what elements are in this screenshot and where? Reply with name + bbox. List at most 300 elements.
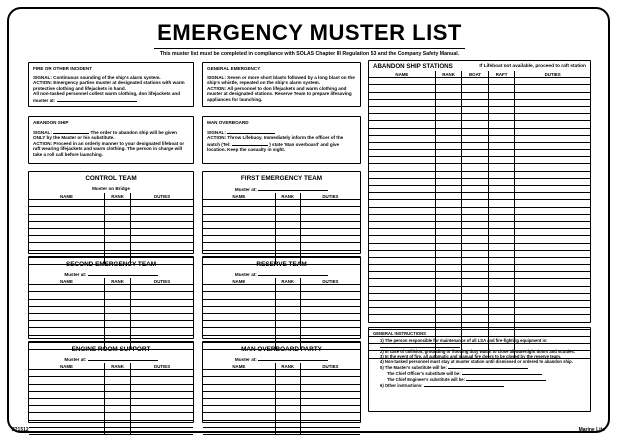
rank-cell[interactable] <box>275 292 300 299</box>
name-cell[interactable] <box>369 214 435 221</box>
rank-cell[interactable] <box>104 321 130 328</box>
name-cell[interactable] <box>29 370 104 377</box>
raft-cell[interactable] <box>488 207 515 214</box>
duties-cell[interactable] <box>515 214 590 221</box>
duties-cell[interactable] <box>515 78 590 85</box>
name-cell[interactable] <box>203 398 275 405</box>
name-cell[interactable] <box>369 250 435 257</box>
duties-cell[interactable] <box>515 243 590 250</box>
rank-cell[interactable] <box>275 391 300 398</box>
rank-cell[interactable] <box>104 328 130 335</box>
name-cell[interactable] <box>203 413 275 420</box>
rank-cell[interactable] <box>435 301 462 308</box>
rank-cell[interactable] <box>104 221 130 228</box>
raft-cell[interactable] <box>488 157 515 164</box>
rank-cell[interactable] <box>275 285 300 292</box>
boat-cell[interactable] <box>462 92 489 99</box>
duties-cell[interactable] <box>300 228 360 235</box>
duties-cell[interactable] <box>300 398 360 405</box>
boat-cell[interactable] <box>462 106 489 113</box>
rank-cell[interactable] <box>435 279 462 286</box>
boat-cell[interactable] <box>462 221 489 228</box>
duties-cell[interactable] <box>300 427 360 434</box>
duties-cell[interactable] <box>300 377 360 384</box>
rank-cell[interactable] <box>104 384 130 391</box>
boat-cell[interactable] <box>462 250 489 257</box>
name-cell[interactable] <box>369 308 435 315</box>
rank-cell[interactable] <box>104 214 130 221</box>
boat-cell[interactable] <box>462 99 489 106</box>
boat-cell[interactable] <box>462 257 489 264</box>
raft-cell[interactable] <box>488 315 515 322</box>
rank-cell[interactable] <box>104 236 130 243</box>
rank-cell[interactable] <box>435 171 462 178</box>
name-cell[interactable] <box>203 200 275 207</box>
chief-engineer-substitute-blank[interactable] <box>466 376 546 381</box>
name-cell[interactable] <box>369 272 435 279</box>
name-cell[interactable] <box>29 200 104 207</box>
duties-cell[interactable] <box>515 236 590 243</box>
raft-cell[interactable] <box>488 214 515 221</box>
name-cell[interactable] <box>203 406 275 413</box>
rank-cell[interactable] <box>435 229 462 236</box>
raft-cell[interactable] <box>488 178 515 185</box>
duties-cell[interactable] <box>515 315 590 322</box>
name-cell[interactable] <box>369 171 435 178</box>
duties-cell[interactable] <box>515 142 590 149</box>
name-cell[interactable] <box>369 99 435 106</box>
rank-cell[interactable] <box>104 313 130 320</box>
rank-cell[interactable] <box>435 99 462 106</box>
duties-cell[interactable] <box>515 135 590 142</box>
name-cell[interactable] <box>29 321 104 328</box>
rank-cell[interactable] <box>275 306 300 313</box>
rank-cell[interactable] <box>435 308 462 315</box>
name-cell[interactable] <box>29 228 104 235</box>
other-instructions-blank[interactable] <box>424 382 504 387</box>
duties-cell[interactable] <box>131 214 193 221</box>
raft-cell[interactable] <box>488 99 515 106</box>
name-cell[interactable] <box>369 243 435 250</box>
boat-cell[interactable] <box>462 128 489 135</box>
duties-cell[interactable] <box>131 285 193 292</box>
boat-cell[interactable] <box>462 243 489 250</box>
duties-cell[interactable] <box>131 321 193 328</box>
boat-cell[interactable] <box>462 78 489 85</box>
duties-cell[interactable] <box>515 150 590 157</box>
name-cell[interactable] <box>203 321 275 328</box>
mob-team-muster-blank[interactable] <box>258 356 328 361</box>
rank-cell[interactable] <box>435 272 462 279</box>
duties-cell[interactable] <box>515 279 590 286</box>
name-cell[interactable] <box>29 236 104 243</box>
duties-cell[interactable] <box>300 200 360 207</box>
raft-cell[interactable] <box>488 142 515 149</box>
raft-cell[interactable] <box>488 171 515 178</box>
name-cell[interactable] <box>29 285 104 292</box>
lsa-responsible-blank[interactable] <box>380 343 460 348</box>
rank-cell[interactable] <box>104 207 130 214</box>
boat-cell[interactable] <box>462 279 489 286</box>
duties-cell[interactable] <box>515 272 590 279</box>
rank-cell[interactable] <box>104 370 130 377</box>
duties-cell[interactable] <box>300 285 360 292</box>
duties-cell[interactable] <box>300 243 360 250</box>
rank-cell[interactable] <box>275 313 300 320</box>
raft-cell[interactable] <box>488 106 515 113</box>
name-cell[interactable] <box>203 207 275 214</box>
rank-cell[interactable] <box>104 398 130 405</box>
name-cell[interactable] <box>369 92 435 99</box>
boat-cell[interactable] <box>462 193 489 200</box>
duties-cell[interactable] <box>131 292 193 299</box>
rank-cell[interactable] <box>435 135 462 142</box>
name-cell[interactable] <box>369 315 435 322</box>
second-team-muster-blank[interactable] <box>88 271 158 276</box>
duties-cell[interactable] <box>131 427 193 434</box>
duties-cell[interactable] <box>515 171 590 178</box>
duties-cell[interactable] <box>300 214 360 221</box>
name-cell[interactable] <box>203 306 275 313</box>
boat-cell[interactable] <box>462 121 489 128</box>
raft-cell[interactable] <box>488 236 515 243</box>
rank-cell[interactable] <box>435 128 462 135</box>
name-cell[interactable] <box>203 243 275 250</box>
duties-cell[interactable] <box>515 128 590 135</box>
rank-cell[interactable] <box>435 92 462 99</box>
boat-cell[interactable] <box>462 207 489 214</box>
reserve-team-muster-blank[interactable] <box>258 271 328 276</box>
name-cell[interactable] <box>29 427 104 434</box>
rank-cell[interactable] <box>275 236 300 243</box>
raft-cell[interactable] <box>488 92 515 99</box>
name-cell[interactable] <box>369 286 435 293</box>
rank-cell[interactable] <box>104 391 130 398</box>
name-cell[interactable] <box>369 293 435 300</box>
rank-cell[interactable] <box>275 413 300 420</box>
duties-cell[interactable] <box>131 200 193 207</box>
rank-cell[interactable] <box>104 243 130 250</box>
name-cell[interactable] <box>29 406 104 413</box>
rank-cell[interactable] <box>435 114 462 121</box>
duties-cell[interactable] <box>515 157 590 164</box>
rank-cell[interactable] <box>104 200 130 207</box>
boat-cell[interactable] <box>462 293 489 300</box>
rank-cell[interactable] <box>104 406 130 413</box>
duties-cell[interactable] <box>515 92 590 99</box>
name-cell[interactable] <box>29 243 104 250</box>
boat-cell[interactable] <box>462 164 489 171</box>
duties-cell[interactable] <box>300 384 360 391</box>
name-cell[interactable] <box>369 193 435 200</box>
name-cell[interactable] <box>203 377 275 384</box>
name-cell[interactable] <box>29 377 104 384</box>
rank-cell[interactable] <box>435 178 462 185</box>
rank-cell[interactable] <box>104 427 130 434</box>
rank-cell[interactable] <box>275 328 300 335</box>
rank-cell[interactable] <box>104 413 130 420</box>
duties-cell[interactable] <box>300 207 360 214</box>
master-substitute-blank[interactable] <box>448 364 528 369</box>
rank-cell[interactable] <box>275 228 300 235</box>
name-cell[interactable] <box>369 178 435 185</box>
name-cell[interactable] <box>369 229 435 236</box>
name-cell[interactable] <box>29 328 104 335</box>
rank-cell[interactable] <box>435 164 462 171</box>
rank-cell[interactable] <box>435 286 462 293</box>
rank-cell[interactable] <box>435 293 462 300</box>
name-cell[interactable] <box>29 299 104 306</box>
overboard-tel-blank[interactable] <box>232 141 268 146</box>
name-cell[interactable] <box>369 265 435 272</box>
rank-cell[interactable] <box>435 257 462 264</box>
rank-cell[interactable] <box>435 193 462 200</box>
boat-cell[interactable] <box>462 114 489 121</box>
name-cell[interactable] <box>203 214 275 221</box>
raft-cell[interactable] <box>488 164 515 171</box>
duties-cell[interactable] <box>131 384 193 391</box>
duties-cell[interactable] <box>300 221 360 228</box>
boat-cell[interactable] <box>462 301 489 308</box>
boat-cell[interactable] <box>462 200 489 207</box>
raft-cell[interactable] <box>488 286 515 293</box>
raft-cell[interactable] <box>488 301 515 308</box>
name-cell[interactable] <box>203 299 275 306</box>
duties-cell[interactable] <box>131 207 193 214</box>
boat-cell[interactable] <box>462 178 489 185</box>
duties-cell[interactable] <box>515 99 590 106</box>
name-cell[interactable] <box>369 128 435 135</box>
name-cell[interactable] <box>203 236 275 243</box>
rank-cell[interactable] <box>435 121 462 128</box>
duties-cell[interactable] <box>300 313 360 320</box>
duties-cell[interactable] <box>131 413 193 420</box>
raft-cell[interactable] <box>488 221 515 228</box>
rank-cell[interactable] <box>104 285 130 292</box>
duties-cell[interactable] <box>515 308 590 315</box>
rank-cell[interactable] <box>104 228 130 235</box>
rank-cell[interactable] <box>104 306 130 313</box>
name-cell[interactable] <box>29 292 104 299</box>
name-cell[interactable] <box>29 214 104 221</box>
name-cell[interactable] <box>369 106 435 113</box>
rank-cell[interactable] <box>275 243 300 250</box>
raft-cell[interactable] <box>488 193 515 200</box>
name-cell[interactable] <box>369 186 435 193</box>
raft-cell[interactable] <box>488 293 515 300</box>
name-cell[interactable] <box>203 384 275 391</box>
rank-cell[interactable] <box>104 420 130 427</box>
name-cell[interactable] <box>29 398 104 405</box>
rank-cell[interactable] <box>275 321 300 328</box>
raft-cell[interactable] <box>488 229 515 236</box>
rank-cell[interactable] <box>435 157 462 164</box>
name-cell[interactable] <box>203 427 275 434</box>
raft-cell[interactable] <box>488 114 515 121</box>
duties-cell[interactable] <box>300 328 360 335</box>
name-cell[interactable] <box>203 292 275 299</box>
name-cell[interactable] <box>29 391 104 398</box>
raft-cell[interactable] <box>488 272 515 279</box>
rank-cell[interactable] <box>104 377 130 384</box>
rank-cell[interactable] <box>275 377 300 384</box>
rank-cell[interactable] <box>104 299 130 306</box>
name-cell[interactable] <box>203 221 275 228</box>
name-cell[interactable] <box>369 150 435 157</box>
raft-cell[interactable] <box>488 279 515 286</box>
raft-cell[interactable] <box>488 135 515 142</box>
name-cell[interactable] <box>369 164 435 171</box>
boat-cell[interactable] <box>462 229 489 236</box>
raft-cell[interactable] <box>488 128 515 135</box>
raft-cell[interactable] <box>488 78 515 85</box>
name-cell[interactable] <box>203 285 275 292</box>
duties-cell[interactable] <box>515 257 590 264</box>
raft-cell[interactable] <box>488 200 515 207</box>
name-cell[interactable] <box>203 391 275 398</box>
boat-cell[interactable] <box>462 150 489 157</box>
duties-cell[interactable] <box>131 221 193 228</box>
name-cell[interactable] <box>29 313 104 320</box>
name-cell[interactable] <box>369 301 435 308</box>
duties-cell[interactable] <box>515 286 590 293</box>
name-cell[interactable] <box>369 121 435 128</box>
name-cell[interactable] <box>369 257 435 264</box>
chief-officer-substitute-blank[interactable] <box>462 370 542 375</box>
rank-cell[interactable] <box>435 200 462 207</box>
rank-cell[interactable] <box>435 142 462 149</box>
rank-cell[interactable] <box>275 207 300 214</box>
first-team-muster-blank[interactable] <box>258 186 328 191</box>
duties-cell[interactable] <box>300 236 360 243</box>
duties-cell[interactable] <box>300 391 360 398</box>
rank-cell[interactable] <box>275 406 300 413</box>
rank-cell[interactable] <box>275 200 300 207</box>
duties-cell[interactable] <box>515 265 590 272</box>
duties-cell[interactable] <box>515 221 590 228</box>
name-cell[interactable] <box>29 413 104 420</box>
duties-cell[interactable] <box>300 413 360 420</box>
raft-cell[interactable] <box>488 121 515 128</box>
name-cell[interactable] <box>369 114 435 121</box>
rank-cell[interactable] <box>435 207 462 214</box>
duties-cell[interactable] <box>131 398 193 405</box>
boat-cell[interactable] <box>462 214 489 221</box>
rank-cell[interactable] <box>435 221 462 228</box>
duties-cell[interactable] <box>300 406 360 413</box>
boat-cell[interactable] <box>462 236 489 243</box>
fire-muster-blank[interactable] <box>57 97 137 102</box>
raft-cell[interactable] <box>488 265 515 272</box>
name-cell[interactable] <box>203 228 275 235</box>
rank-cell[interactable] <box>275 384 300 391</box>
raft-cell[interactable] <box>488 257 515 264</box>
rank-cell[interactable] <box>435 236 462 243</box>
name-cell[interactable] <box>369 157 435 164</box>
duties-cell[interactable] <box>300 299 360 306</box>
boat-cell[interactable] <box>462 315 489 322</box>
name-cell[interactable] <box>29 306 104 313</box>
duties-cell[interactable] <box>131 377 193 384</box>
rank-cell[interactable] <box>435 85 462 92</box>
duties-cell[interactable] <box>515 250 590 257</box>
duties-cell[interactable] <box>515 207 590 214</box>
boat-cell[interactable] <box>462 265 489 272</box>
duties-cell[interactable] <box>131 313 193 320</box>
name-cell[interactable] <box>369 236 435 243</box>
name-cell[interactable] <box>29 420 104 427</box>
overboard-signal-blank[interactable] <box>227 129 275 134</box>
duties-cell[interactable] <box>515 106 590 113</box>
duties-cell[interactable] <box>131 306 193 313</box>
boat-cell[interactable] <box>462 171 489 178</box>
duties-cell[interactable] <box>131 420 193 427</box>
boat-cell[interactable] <box>462 157 489 164</box>
raft-cell[interactable] <box>488 186 515 193</box>
rank-cell[interactable] <box>435 243 462 250</box>
boat-cell[interactable] <box>462 286 489 293</box>
duties-cell[interactable] <box>300 306 360 313</box>
duties-cell[interactable] <box>515 200 590 207</box>
rank-cell[interactable] <box>435 214 462 221</box>
rank-cell[interactable] <box>435 315 462 322</box>
duties-cell[interactable] <box>131 236 193 243</box>
name-cell[interactable] <box>369 85 435 92</box>
duties-cell[interactable] <box>515 293 590 300</box>
duties-cell[interactable] <box>515 193 590 200</box>
duties-cell[interactable] <box>515 85 590 92</box>
duties-cell[interactable] <box>131 391 193 398</box>
name-cell[interactable] <box>203 328 275 335</box>
raft-cell[interactable] <box>488 250 515 257</box>
duties-cell[interactable] <box>300 370 360 377</box>
engine-team-muster-blank[interactable] <box>88 356 158 361</box>
rank-cell[interactable] <box>435 106 462 113</box>
duties-cell[interactable] <box>515 186 590 193</box>
rank-cell[interactable] <box>435 78 462 85</box>
duties-cell[interactable] <box>300 321 360 328</box>
duties-cell[interactable] <box>131 328 193 335</box>
name-cell[interactable] <box>203 313 275 320</box>
rank-cell[interactable] <box>275 420 300 427</box>
rank-cell[interactable] <box>275 370 300 377</box>
duties-cell[interactable] <box>300 420 360 427</box>
duties-cell[interactable] <box>131 228 193 235</box>
rank-cell[interactable] <box>275 427 300 434</box>
boat-cell[interactable] <box>462 135 489 142</box>
duties-cell[interactable] <box>131 406 193 413</box>
name-cell[interactable] <box>369 78 435 85</box>
duties-cell[interactable] <box>515 121 590 128</box>
rank-cell[interactable] <box>275 221 300 228</box>
duties-cell[interactable] <box>300 292 360 299</box>
boat-cell[interactable] <box>462 186 489 193</box>
duties-cell[interactable] <box>515 229 590 236</box>
duties-cell[interactable] <box>131 243 193 250</box>
duties-cell[interactable] <box>515 178 590 185</box>
name-cell[interactable] <box>369 207 435 214</box>
duties-cell[interactable] <box>131 370 193 377</box>
boat-cell[interactable] <box>462 272 489 279</box>
name-cell[interactable] <box>369 142 435 149</box>
raft-cell[interactable] <box>488 85 515 92</box>
boat-cell[interactable] <box>462 85 489 92</box>
rank-cell[interactable] <box>275 398 300 405</box>
name-cell[interactable] <box>369 279 435 286</box>
name-cell[interactable] <box>29 207 104 214</box>
rank-cell[interactable] <box>435 150 462 157</box>
boat-cell[interactable] <box>462 142 489 149</box>
